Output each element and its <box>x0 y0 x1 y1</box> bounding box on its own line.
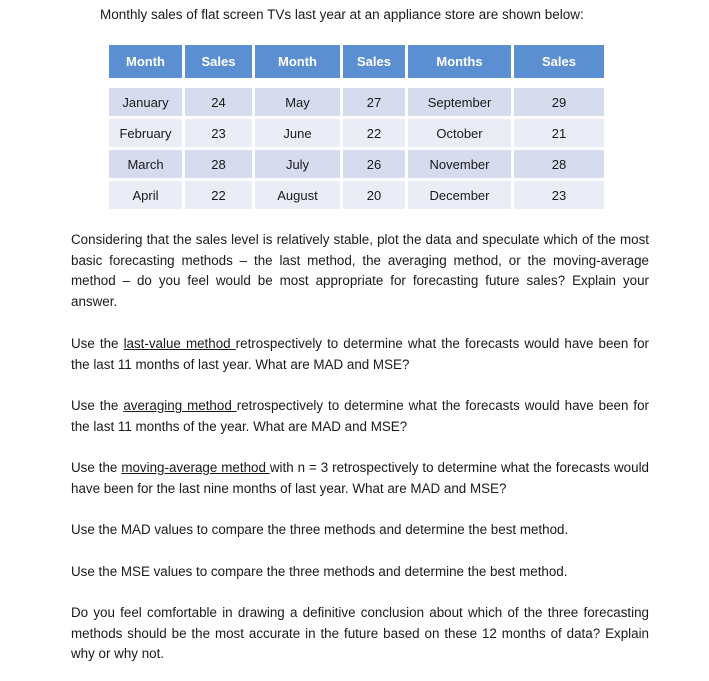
question-plot-data: Considering that the sales level is relatively stable, plot the data and speculate which of the most basic forecasting methods – the last method, the averaging method, or the moving-average method – do you feel would be most appropriate for forecasting future sales? Explain your answer. <box>71 232 649 309</box>
table-cell: 29 <box>514 88 604 116</box>
table-row <box>109 181 604 209</box>
method-term: averaging method <box>123 398 237 413</box>
question-text: Use the <box>71 460 122 475</box>
table-row <box>109 119 604 147</box>
question-text: retrospectively to determine what the forecasts would have been for the last 11 months of last year. What are MAD and MSE? <box>71 336 649 372</box>
table-cell: July <box>255 150 340 178</box>
table-cell: November <box>408 150 511 178</box>
question-mad-compare: Use the MAD values to compare the three methods and determine the best method. <box>71 522 569 537</box>
table-cell: 24 <box>185 88 252 116</box>
table-cell: January <box>109 88 182 116</box>
question-text: Use the <box>71 398 124 413</box>
table-cell: September <box>408 88 511 116</box>
table-cell: 23 <box>185 119 252 147</box>
table-cell: April <box>109 181 182 209</box>
table-cell: June <box>255 119 340 147</box>
question-last-value <box>71 334 649 375</box>
table-cell: 28 <box>185 150 252 178</box>
method-term: moving-average method <box>121 460 270 475</box>
method-term: last-value method <box>123 336 236 351</box>
header-cell: Sales <box>343 45 405 78</box>
question-conclusion: Do you feel comfortable in drawing a definitive conclusion about which of the three forecasting methods should be the most accurate in the future based on these 12 months of data? Explain why or why not. <box>71 605 649 661</box>
question-text: Use the <box>71 336 124 351</box>
table-cell: 27 <box>343 88 405 116</box>
table-cell: 22 <box>343 119 405 147</box>
question-text: retrospectively to determine what the forecasts would have been for the last 11 months of the year. What are MAD and MSE? <box>71 398 650 434</box>
header-cell: Months <box>408 45 511 78</box>
table-row <box>109 88 604 116</box>
question-text: with n = 3 retrospectively to determine what the forecasts would have been for the last nine months of last year. What are MAD and MSE? <box>71 460 650 496</box>
table-cell: February <box>109 119 182 147</box>
header-cell: Sales <box>185 45 252 78</box>
table-cell: 21 <box>514 119 604 147</box>
question-averaging <box>71 396 649 437</box>
table-cell: October <box>408 119 511 147</box>
sales-table <box>106 42 607 212</box>
table-cell: August <box>255 181 340 209</box>
header-cell: Month <box>109 45 182 78</box>
table-cell: 20 <box>343 181 405 209</box>
question-list <box>71 230 649 665</box>
table-cell: 26 <box>343 150 405 178</box>
table-cell: May <box>255 88 340 116</box>
table-cell: 23 <box>514 181 604 209</box>
table-cell: 22 <box>185 181 252 209</box>
question-moving-average <box>71 458 649 499</box>
table-row <box>109 150 604 178</box>
header-cell: Sales <box>514 45 604 78</box>
table-cell: 28 <box>514 150 604 178</box>
table-cell: December <box>408 181 511 209</box>
intro-text: Monthly sales of flat screen TVs last year at an appliance store are shown below: <box>100 7 584 22</box>
question-mse-compare: Use the MSE values to compare the three methods and determine the best method. <box>71 563 568 579</box>
header-cell: Month <box>255 45 340 78</box>
table-cell: March <box>109 150 182 178</box>
table-header-row <box>109 45 604 78</box>
